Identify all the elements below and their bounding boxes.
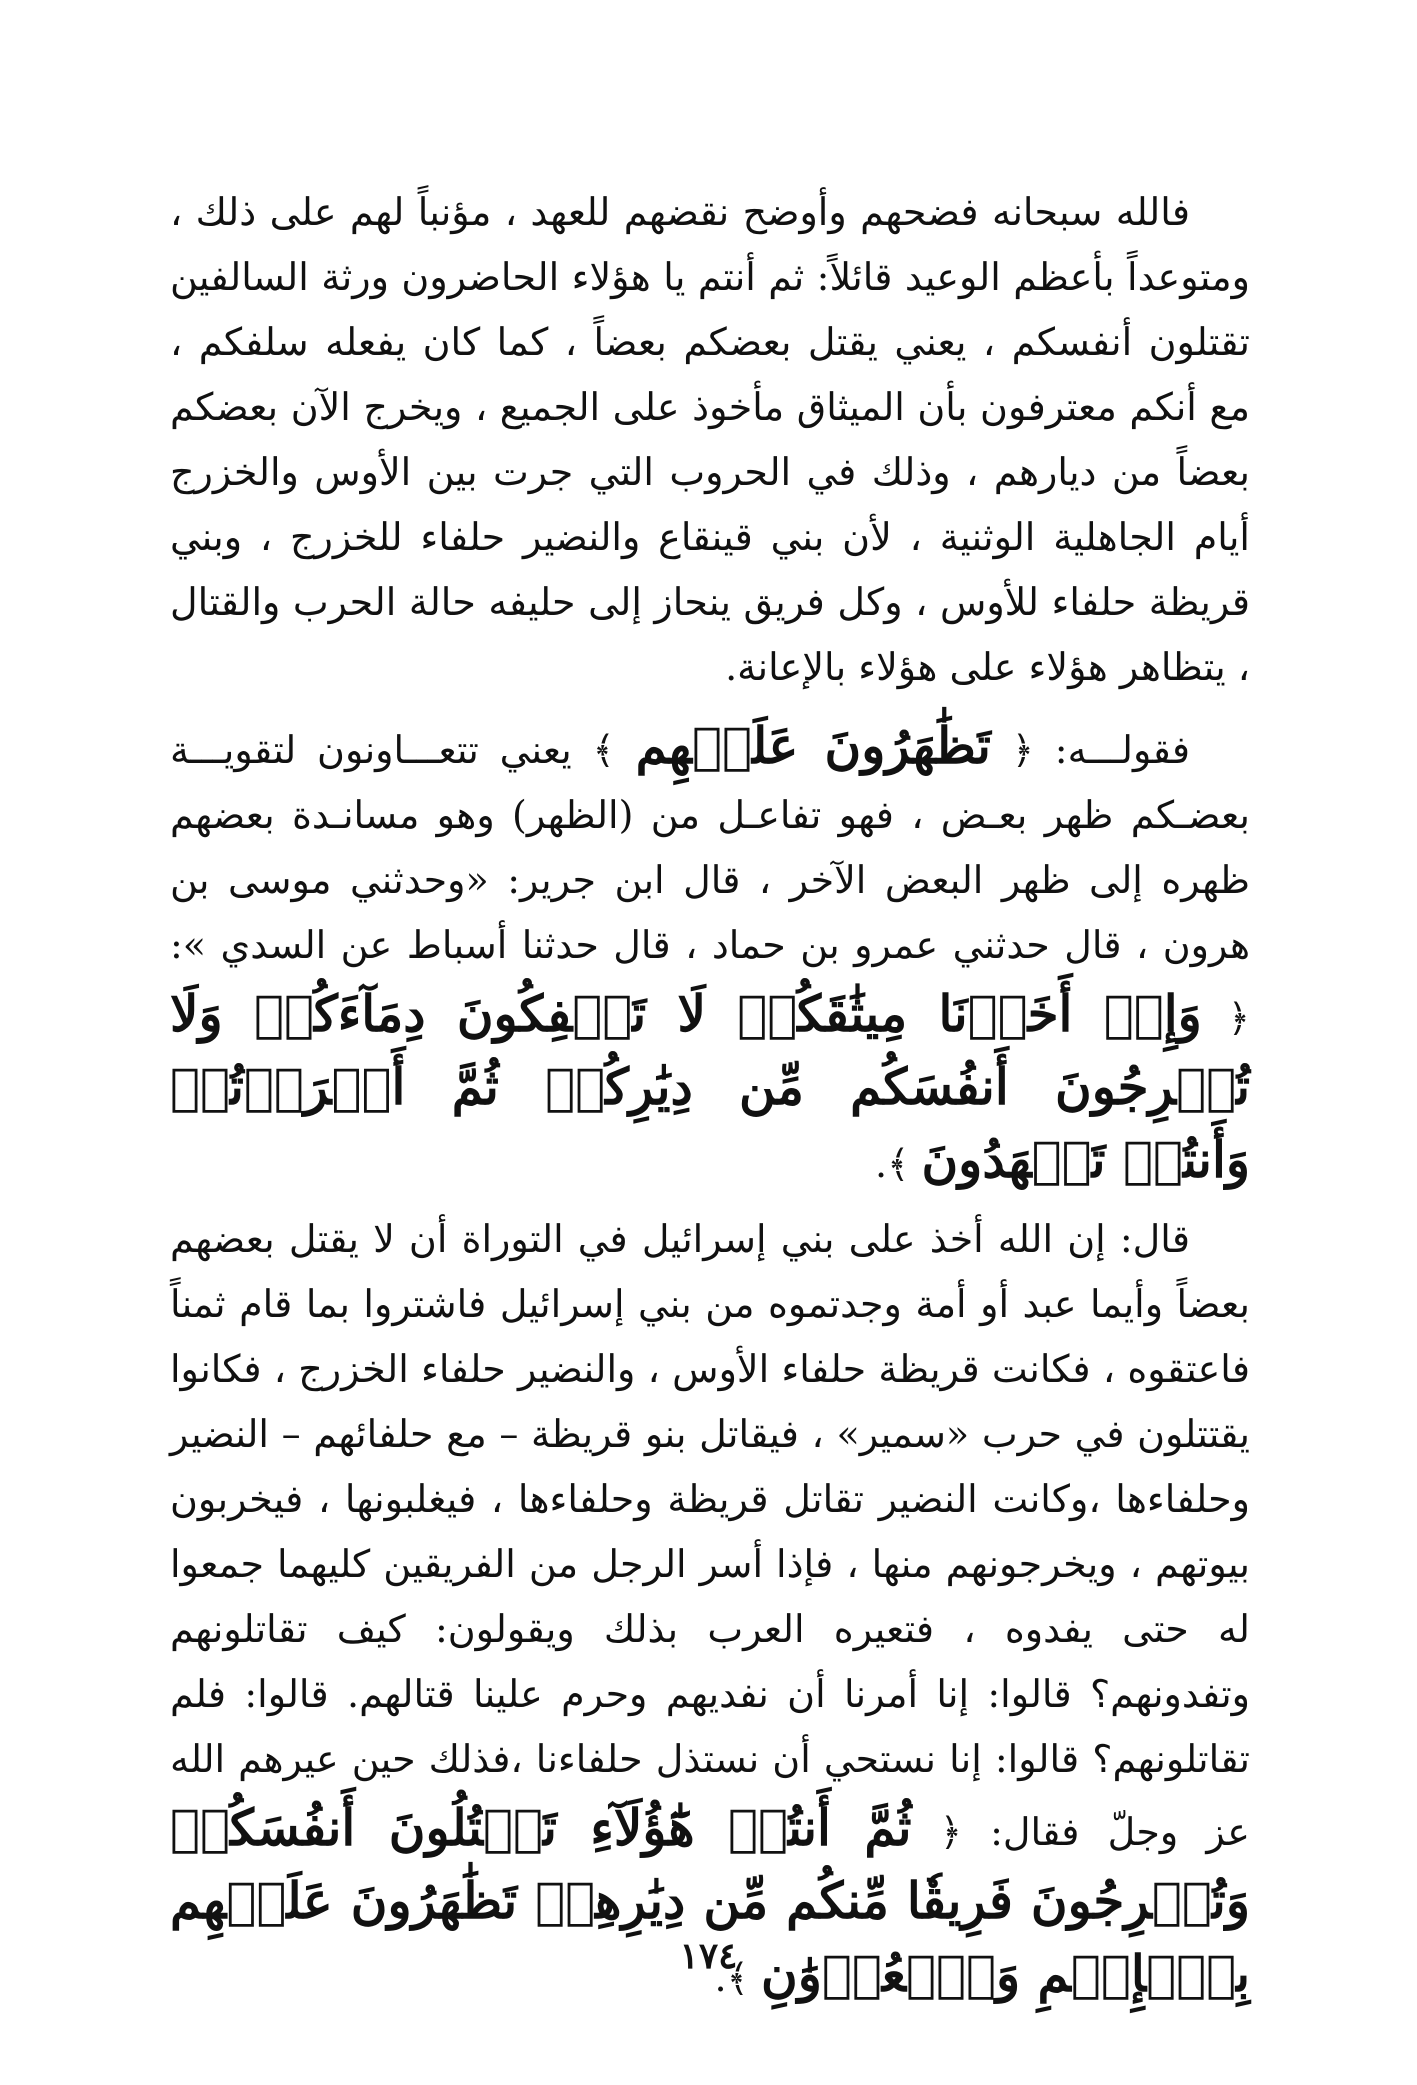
paragraph-text: فالله سبحانه فضحهم وأوضح نقضهم للعهد ، مؤنباً لهم على ذلك ، ومتوعداً بأعظم الوعيد قائلاً: ثم أنتم يا هؤلاء الحاضرون ورثة السالفين تقتلون أنفسكم ، يعني يقتل بعضكم بعضاً ، كما كان يفعله سلفكم ، مع أنكم معترفون بأن الميثاق مأخوذ على الجميع ، ويخرج الآن بعضكم بعضاً من ديارهم ، وذلك في الحروب التي جرت بين الأوس والخزرج أيام الجاهلية الوثنية ، لأن بني قينقاع والنضير حلفاء للخزرج ، وبني قريظة حلفاء للأوس ، وكل فريق ينحاز إلى حليفه حالة الحرب والقتال ، يتظاهر هؤلاء على هؤلاء بالإعانة. [170, 190, 1250, 689]
body-text [170, 180, 1250, 2011]
quran-verse: وَإِذۡ أَخَذۡنَا مِيثَٰقَكُمۡ لَا تَسۡفِكُونَ دِمَآءَكُمۡ وَلَا تُخۡرِجُونَ أَنفُسَكُم مِّن دِيَٰرِكُمۡ ثُمَّ أَقۡرَرۡتُمۡ وَأَنتُمۡ تَشۡهَدُونَ [170, 984, 1250, 1189]
quran-verse: تَظَٰهَرُونَ عَلَيۡهِم [635, 716, 991, 775]
paragraph-text: ﴾ يعني تتعـــاونون لتقويـــة بعضـكم ظهر بعـض ، فهو تفاعـل من (الظهر) وهو مسانـدة بعضهم ظهره إلى ظهر البعض الآخر ، قال ابن جرير: «وحدثني موسى بن هرون ، قال حدثني عمرو بن حماد ، قال حدثنا أسباط عن السدي »: ﴿ [170, 728, 1250, 1040]
paragraph-3 [170, 1207, 1250, 2011]
paragraph-text: ﴾. [875, 1142, 922, 1186]
paragraph-1 [170, 180, 1250, 700]
quran-verse: ثُمَّ أَنتُمۡ هَٰٓؤُلَآءِ تَقۡتُلُونَ أَنفُسَكُمۡ وَتُخۡرِجُونَ فَرِيقٗا مِّنكُم مِّن دِيَٰرِهِمۡ تَظَٰهَرُونَ عَلَيۡهِم بِٱلۡإِثۡمِ وَٱلۡعُدۡوَٰنِ [170, 1798, 1250, 2003]
paragraph-2 [170, 710, 1250, 1197]
paragraph-text: ﴾. [714, 1956, 761, 2000]
page-number: ١٧٤ [679, 1935, 738, 1977]
paragraph-text: قال: إن الله أخذ على بني إسرائيل في التوراة أن لا يقتل بعضهم بعضاً وأيما عبد أو أمة وجدتموه من بني إسرائيل فاشتروا بما قام ثمناً فاعتقوه ، فكانت قريظة حلفاء الأوس ، والنضير حلفاء الخزرج ، فكانوا يقتتلون في حرب «سمير» ، فيقاتل بنو قريظة – مع حلفائهم – النضير وحلفاءها ،وكانت النضير تقاتل قريظة وحلفاءها ، فيغلبونها ، فيخربون بيوتهم ، ويخرجونهم منها ، فإذا أسر الرجل من الفريقين كليهما جمعوا له حتى يفدوه ، فتعيره العرب بذلك ويقولون: كيف تقاتلونهم وتفدونهم؟ قالوا: إنا أمرنا أن نفديهم وحرم علينا قتالهم. قالوا: فلم تقاتلونهم؟ قالوا: إنا نستحي أن نستذل حلفاءنا ،فذلك حين عيرهم الله عز وجلّ فقال: ﴿ [170, 1217, 1250, 1854]
paragraph-text: فقولـــه: ﴿ [990, 728, 1190, 772]
